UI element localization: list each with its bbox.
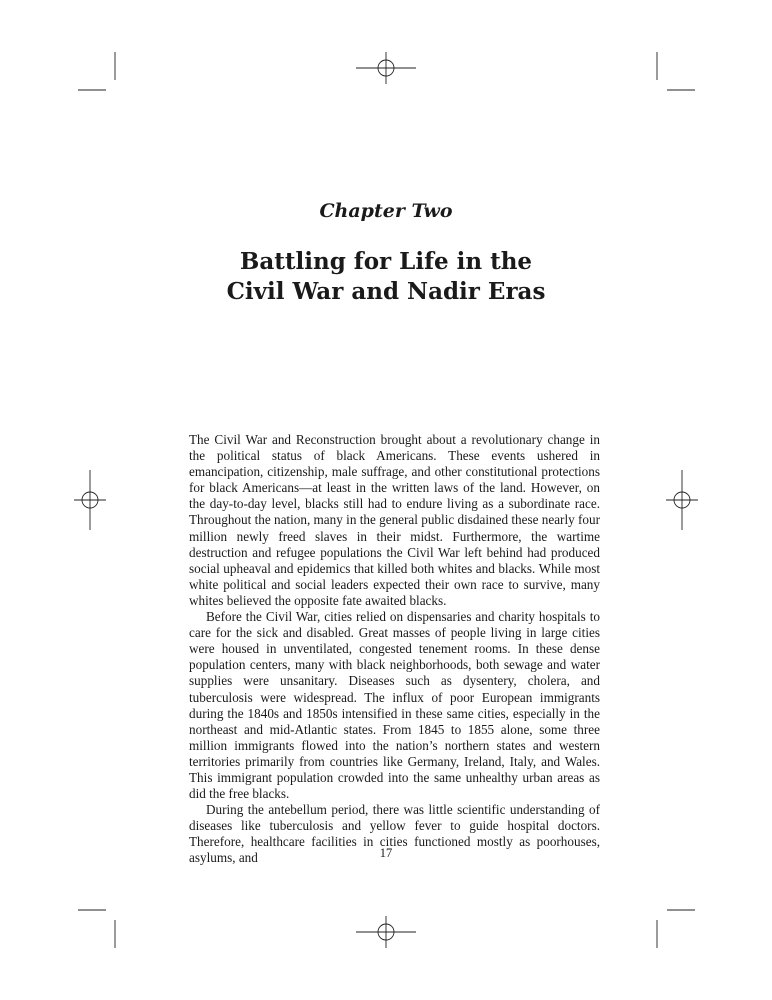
page-number: 17 bbox=[379, 846, 393, 860]
registration-mark-bottom bbox=[356, 916, 416, 948]
registration-mark-right bbox=[666, 470, 698, 530]
paragraph-1: The Civil War and Reconstruction brought about a revolutionary change in the political status of black Americans. These events ushered in emancipation, citizenship, male suffrage, and other constitutional protections for black Americans—at least in the written laws of the land. However, on the day-to-day level, blacks still had to endure living as a subordinate race. Throughout the nation, many in the general public disdained these nearly four million newly freed slaves in their midst. Furthermore, the wartime destruction and refugee populations the Civil War left behind had produced social upheaval and epidemics that killed both whites and blacks. While most white political and social leaders expected their own race to survive, many whites believed the opposite fate awaited blacks. bbox=[189, 432, 600, 608]
chapter-title bbox=[0, 247, 772, 307]
paragraph-3: During the antebellum period, there was little scientific understanding of diseases like tuberculosis and yellow fever to guide hospital doctors. Therefore, healthcare facilities in cities functioned mostly as poorhouses, asylums, and bbox=[189, 802, 600, 866]
chapter-title-line-1: Battling for Life in the bbox=[239, 248, 533, 275]
chapter-title-line-2: Civil War and Nadir Eras bbox=[226, 278, 546, 305]
chapter-body-text bbox=[189, 432, 600, 867]
registration-mark-top bbox=[356, 52, 416, 84]
chapter-label: Chapter Two bbox=[319, 200, 453, 222]
paragraph-2: Before the Civil War, cities relied on dispensaries and charity hospitals to care for the sick and disabled. Great masses of people living in large cities were housed in unventilated, congested tenement rooms. In these dense population centers, many with black neighborhoods, both sewage and water supplies were unsanitary. Diseases such as dysentery, cholera, and tuberculosis were widespread. The influx of poor European immigrants during the 1840s and 1850s intensified in these same cities, especially in the northeast and mid-Atlantic states. From 1845 to 1855 alone, some three million immigrants flowed into the nation’s northern states and western territories primarily from countries like Germany, Ireland, Italy, and Wales. This immigrant population crowded into the same unhealthy urban areas as did the free blacks. bbox=[189, 609, 600, 802]
registration-mark-left bbox=[74, 470, 106, 530]
